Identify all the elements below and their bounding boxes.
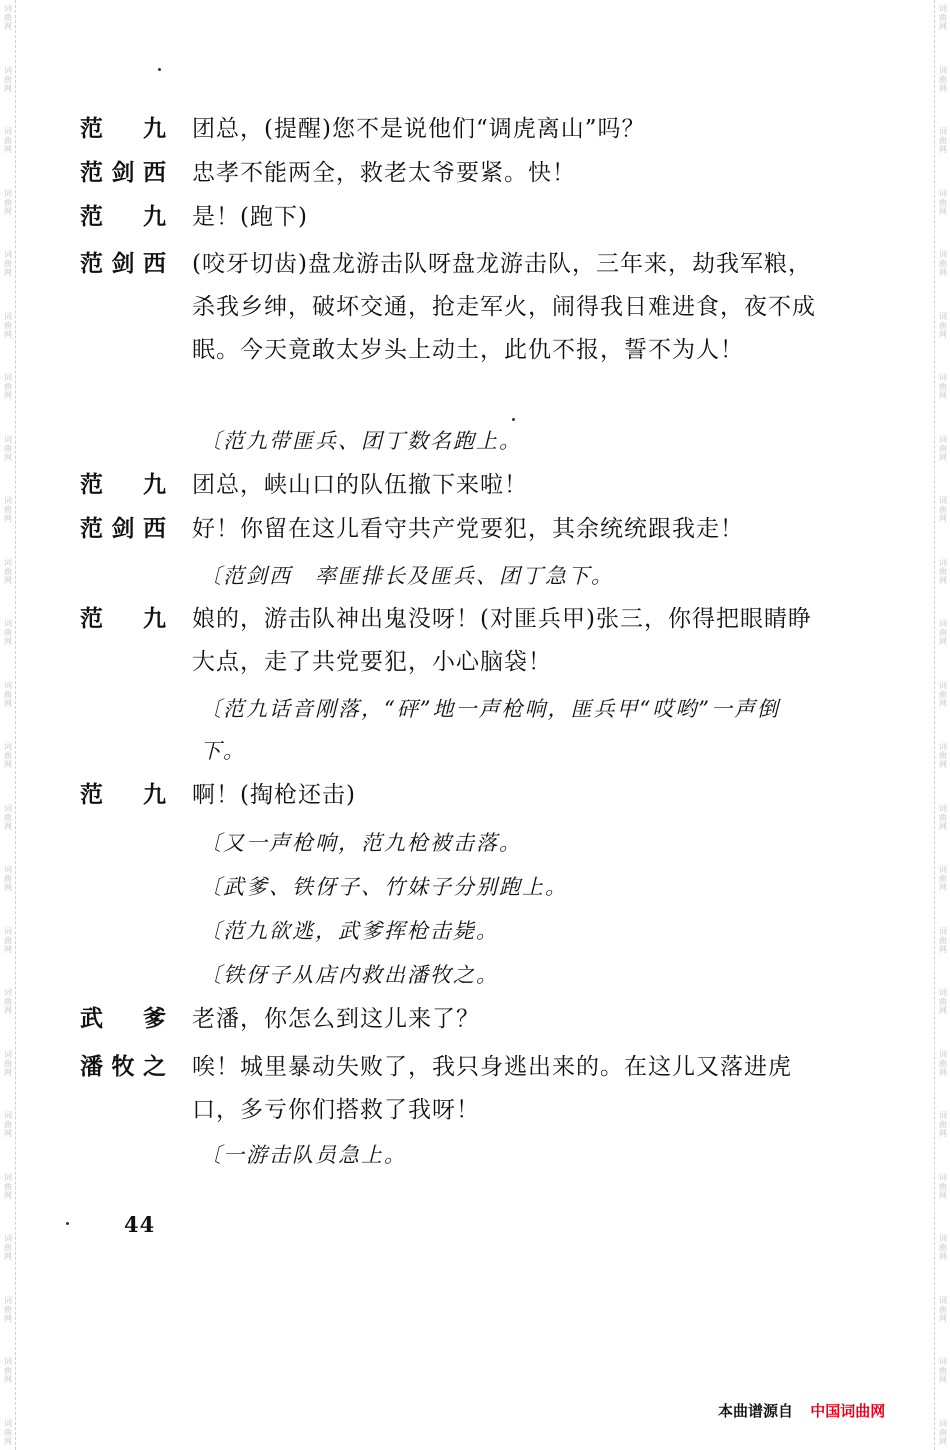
speaker-name: 范九 — [80, 782, 166, 808]
speaker-name: 范九 — [80, 606, 166, 632]
stage-direction: 〔武爹、铁伢子、竹妹子分别跑上。 — [200, 875, 568, 899]
watermark-text: 词曲网 — [938, 1234, 948, 1262]
dialogue-text: 团总，(提醒)您不是说他们“调虎离山”吗？ — [192, 116, 646, 142]
source-label: 本曲谱源自 — [718, 1402, 794, 1420]
speaker-name: 范九 — [80, 204, 166, 230]
dialogue-text: (咬牙切齿)盘龙游击队呀盘龙游击队，三年来，劫我军粮，杀我乡绅，破坏交通，抢走军火，闹得我日难进食，夜不成眠。今天竟敢太岁头上动土，此仇不报，誓不为人！ — [192, 251, 816, 363]
watermark-text: 词曲网 — [3, 127, 13, 155]
watermark-text: 词曲网 — [3, 434, 13, 462]
watermark-text: 词曲网 — [3, 619, 13, 647]
watermark-text: 词曲网 — [3, 1418, 13, 1446]
speaker-name: 武爹 — [80, 1006, 166, 1032]
watermark-text: 词曲网 — [938, 250, 948, 278]
watermark-text: 词曲网 — [3, 1295, 13, 1323]
watermark-text: 词曲网 — [938, 1049, 948, 1077]
watermark-text: 词曲网 — [3, 4, 13, 31]
watermark-text: 词曲网 — [3, 742, 13, 770]
stage-direction: 〔铁伢子从店内救出潘牧之。 — [200, 963, 499, 987]
watermark-text: 词曲网 — [938, 865, 948, 893]
stage-direction: 〔范九带匪兵、团丁数名跑上。 — [200, 429, 522, 453]
page-number: 44 — [124, 1212, 156, 1237]
dialogue-text: 啊！(掏枪还击) — [192, 782, 356, 808]
watermark-text: 词曲网 — [938, 127, 948, 155]
watermark-text: 词曲网 — [938, 1295, 948, 1323]
source-footer — [718, 1400, 885, 1421]
stage-direction: 〔一游击队员急上。 — [200, 1143, 407, 1167]
watermark-text: 词曲网 — [938, 1418, 948, 1446]
watermark-text: 词曲网 — [3, 680, 13, 708]
speaker-name: 范九 — [80, 472, 166, 498]
watermark-text: 词曲网 — [938, 803, 948, 831]
watermark-text: 词曲网 — [3, 1172, 13, 1200]
watermark-text: 词曲网 — [3, 1357, 13, 1385]
source-site-link[interactable]: 中国词曲网 — [810, 1402, 886, 1420]
speaker-name: 范剑西 — [80, 516, 166, 542]
dialogue-text: 好！你留在这儿看守共产党要犯，其余统统跟我走！ — [192, 516, 744, 542]
watermark-text: 词曲网 — [3, 1234, 13, 1262]
watermark-text: 词曲网 — [3, 373, 13, 401]
watermark-text: 词曲网 — [938, 65, 948, 93]
stage-direction: 〔又一声枪响，范九枪被击落。 — [200, 831, 522, 855]
right-watermark-strip — [934, 0, 950, 1450]
watermark-text: 词曲网 — [3, 1049, 13, 1077]
watermark-text: 词曲网 — [938, 926, 948, 954]
watermark-text: 词曲网 — [3, 865, 13, 893]
speaker-name: 范九 — [80, 116, 166, 142]
watermark-text: 词曲网 — [3, 65, 13, 93]
watermark-text: 词曲网 — [938, 1111, 948, 1139]
print-speck — [66, 1222, 69, 1225]
dialogue-text: 老潘，你怎么到这儿来了？ — [192, 1006, 480, 1032]
watermark-text: 词曲网 — [938, 680, 948, 708]
watermark-text: 词曲网 — [3, 803, 13, 831]
stage-direction: 〔范九话音刚落，“砰”地一声枪响，匪兵甲“哎哟”一声倒下。 — [200, 697, 780, 763]
watermark-text: 词曲网 — [938, 373, 948, 401]
watermark-text: 词曲网 — [3, 988, 13, 1016]
left-watermark-strip — [0, 0, 16, 1450]
speaker-name: 范剑西 — [80, 160, 166, 186]
dialogue-text: 唉！城里暴动失败了，我只身逃出来的。在这儿又落进虎口，多亏你们搭救了我呀！ — [192, 1054, 792, 1123]
stage-direction: 〔范剑西 率匪排长及匪兵、团丁急下。 — [200, 564, 614, 588]
speaker-name: 范剑西 — [80, 251, 166, 277]
watermark-text: 词曲网 — [3, 496, 13, 524]
watermark-text: 词曲网 — [938, 434, 948, 462]
dialogue-text: 娘的，游击队神出鬼没呀！(对匪兵甲)张三，你得把眼睛睁大点，走了共党要犯，小心脑袋！ — [192, 606, 812, 675]
watermark-text: 词曲网 — [3, 557, 13, 585]
watermark-text: 词曲网 — [938, 557, 948, 585]
watermark-text: 词曲网 — [938, 742, 948, 770]
watermark-text: 词曲网 — [3, 250, 13, 278]
watermark-text: 词曲网 — [3, 188, 13, 216]
watermark-text: 词曲网 — [3, 1111, 13, 1139]
watermark-text: 词曲网 — [938, 1172, 948, 1200]
watermark-text: 词曲网 — [938, 188, 948, 216]
watermark-text: 词曲网 — [3, 311, 13, 339]
watermark-text: 词曲网 — [938, 619, 948, 647]
watermark-text: 词曲网 — [938, 4, 948, 31]
speaker-name: 潘牧之 — [80, 1054, 166, 1080]
watermark-text: 词曲网 — [938, 496, 948, 524]
dialogue-text: 团总，峡山口的队伍撤下来啦！ — [192, 472, 528, 498]
print-speck — [158, 68, 161, 71]
watermark-text: 词曲网 — [3, 926, 13, 954]
stage-direction: 〔范九欲逃，武爹挥枪击毙。 — [200, 919, 499, 943]
watermark-text: 词曲网 — [938, 988, 948, 1016]
watermark-text: 词曲网 — [938, 1357, 948, 1385]
dialogue-text: 是！(跑下) — [192, 204, 308, 230]
dialogue-text: 忠孝不能两全，救老太爷要紧。快！ — [192, 160, 576, 186]
watermark-text: 词曲网 — [938, 311, 948, 339]
